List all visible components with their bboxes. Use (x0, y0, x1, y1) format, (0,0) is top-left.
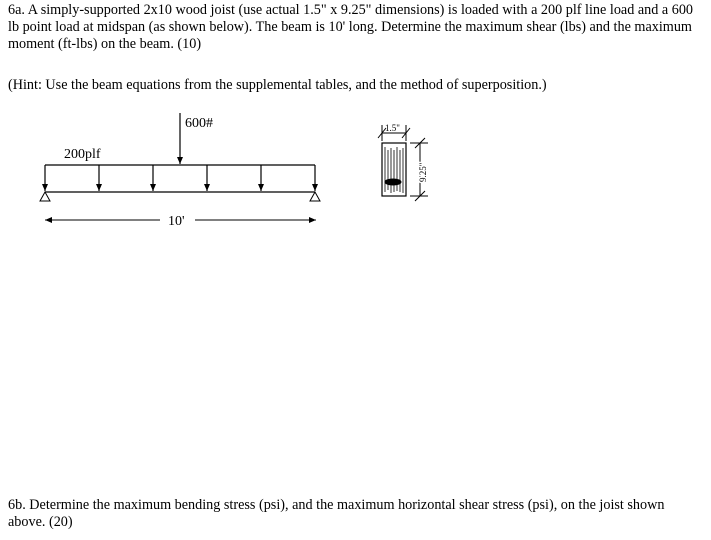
problem-6b-text: 6b. Determine the maximum bending stress (psi), and the maximum horizontal shear stress (psi), on the joist shown above. (20) (8, 497, 665, 530)
line-load-label: 200plf (64, 147, 101, 162)
right-support-icon (310, 192, 320, 201)
problem-6a-text: 6a. A simply-supported 2x10 wood joist (use actual 1.5" x 9.25" dimensions) is loaded with a 200 plf line load and a 600 lb point load at midspan (as shown below). The beam is 10' long. Determine the maximum shear (lbs) and the maximum moment (ft-lbs) on the beam. (10) (8, 2, 694, 52)
span-label: 10' (168, 214, 185, 229)
left-support-icon (40, 192, 50, 201)
width-label: 1.5" (385, 123, 400, 133)
point-load-label: 600# (185, 116, 213, 131)
depth-label: 9.25" (418, 162, 428, 182)
hint-text: (Hint: Use the beam equations from the supplemental tables, and the method of superposition.) (8, 77, 547, 93)
distributed-load (45, 165, 315, 191)
